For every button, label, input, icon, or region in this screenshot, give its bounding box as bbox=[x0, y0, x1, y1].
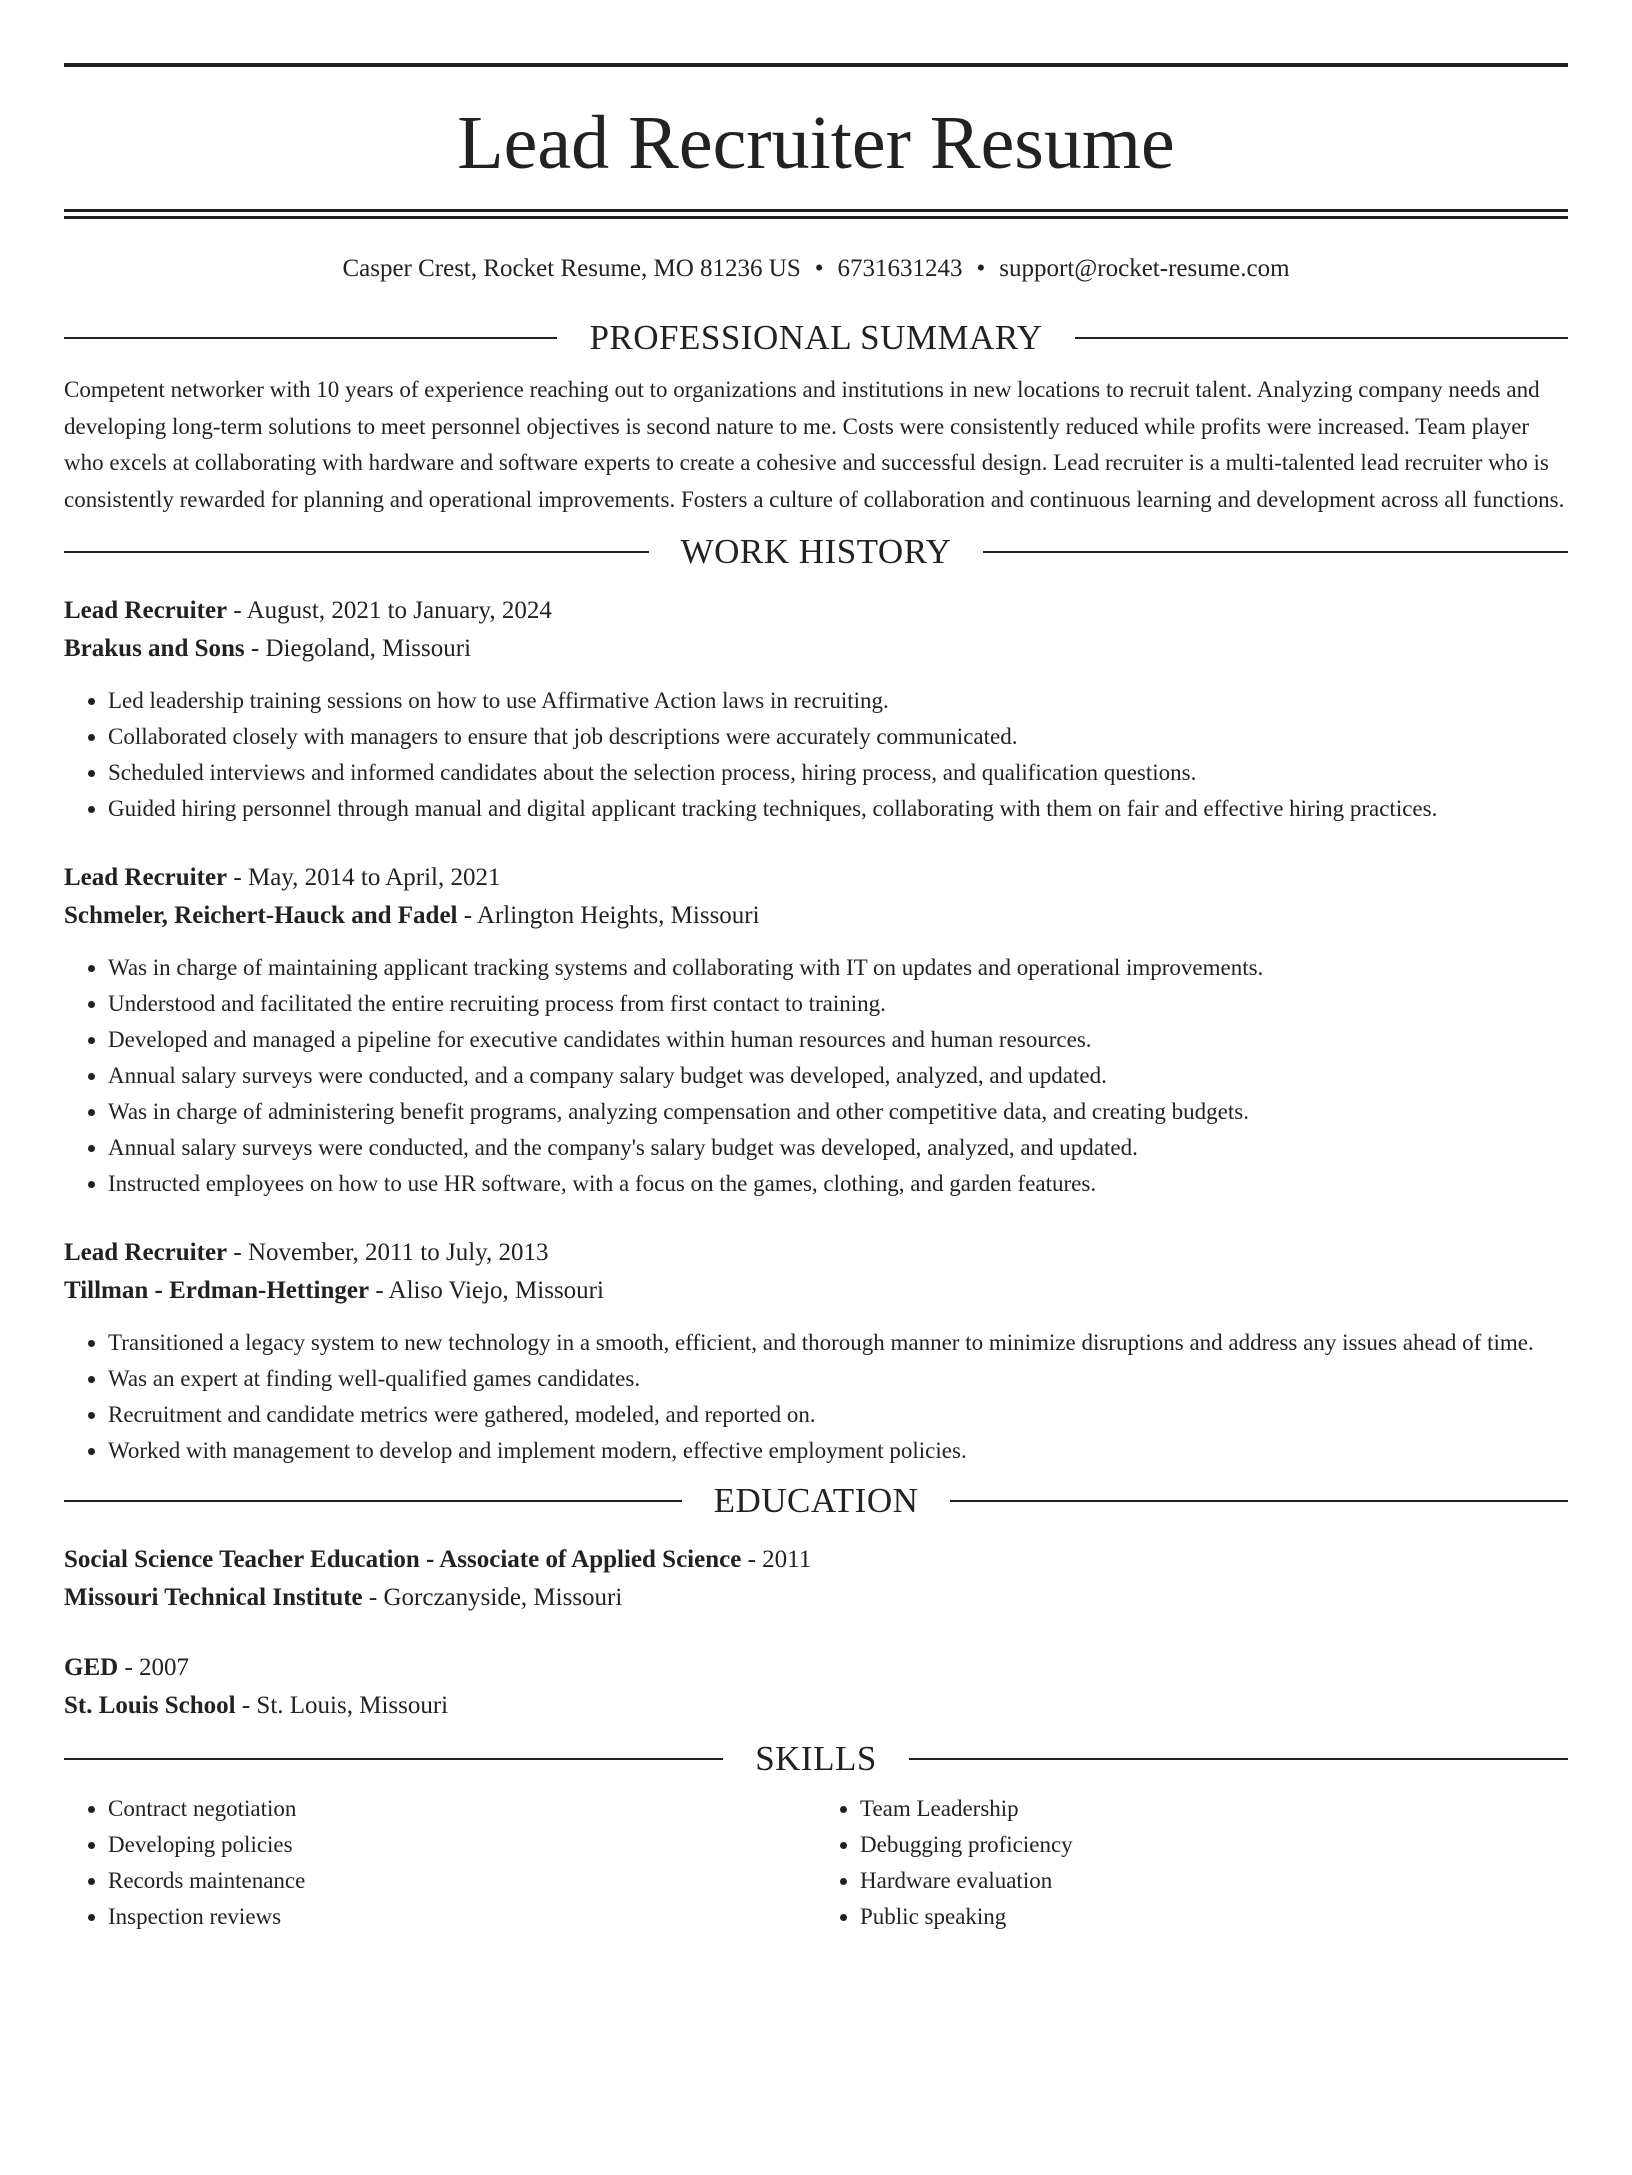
job-dates: - August, 2021 to January, 2024 bbox=[227, 597, 552, 624]
resume-page bbox=[0, 63, 1632, 2175]
job-dates: - November, 2011 to July, 2013 bbox=[227, 1239, 549, 1266]
list-item: • Transitioned a legacy system to new technology in a smooth, efficient, and thorough manner to minimize disruptions and address any issues ahead of time. bbox=[108, 1325, 1568, 1361]
job-location: - Aliso Viejo, Missouri bbox=[369, 1277, 604, 1304]
job-title-line bbox=[64, 592, 1568, 630]
summary-text: Competent networker with 10 years of experience reaching out to organizations and institutions in new locations to recruit talent. Analyzing company needs and developing long-term solutions to meet personnel objectives is second nature to me. Costs were consistently reduced while profits were increased. Team player who excels at collaborating with hardware and software experts to create a cohesive and successful design. Lead recruiter is a multi-talented lead recruiter who is consistently rewarded for planning and operational improvements. Fosters a culture of collaboration and continuous learning and development across all functions. bbox=[64, 377, 1565, 512]
work-history-heading-text: WORK HISTORY bbox=[680, 532, 952, 571]
list-item: • Worked with management to develop and implement modern, effective employment policies. bbox=[108, 1433, 1568, 1469]
resume-title: Lead Recruiter Resume bbox=[457, 101, 1175, 185]
list-item: • Led leadership training sessions on how to use Affirmative Action laws in recruiting. bbox=[108, 683, 1568, 719]
education-location: - Gorczanyside, Missouri bbox=[362, 1584, 623, 1611]
job-title: Lead Recruiter bbox=[64, 1239, 228, 1266]
education-heading bbox=[64, 1481, 1568, 1521]
list-item: • Guided hiring personnel through manual and digital applicant tracking techniques, collaborating with them on fair and effective hiring practices. bbox=[108, 791, 1568, 827]
job-entry bbox=[64, 592, 1568, 827]
education-year: - 2011 bbox=[741, 1546, 812, 1573]
list-item: • Understood and facilitated the entire recruiting process from first contact to training. bbox=[108, 986, 1568, 1022]
job-title-line bbox=[64, 859, 1568, 897]
skills-heading bbox=[64, 1739, 1568, 1779]
skills-list-left bbox=[64, 1791, 816, 1935]
skill-item: • Public speaking bbox=[860, 1899, 1568, 1935]
education-degree-line bbox=[64, 1541, 1568, 1579]
skills-heading-text: SKILLS bbox=[755, 1739, 877, 1778]
job-entry bbox=[64, 1234, 1568, 1469]
skill-item: • Team Leadership bbox=[860, 1791, 1568, 1827]
list-item: • Was an expert at finding well-qualified games candidates. bbox=[108, 1361, 1568, 1397]
education-degree: GED bbox=[64, 1654, 119, 1681]
education-entry bbox=[64, 1649, 1568, 1725]
skill-item: • Contract negotiation bbox=[108, 1791, 816, 1827]
contact-phone: 6731631243 bbox=[837, 255, 963, 282]
job-location: - Diegoland, Missouri bbox=[244, 635, 472, 662]
skills-list-right bbox=[816, 1791, 1568, 1935]
list-item: • Annual salary surveys were conducted, and the company's salary budget was developed, analyzed, and updated. bbox=[108, 1130, 1568, 1166]
job-company: Brakus and Sons bbox=[64, 635, 245, 662]
job-location: - Arlington Heights, Missouri bbox=[457, 902, 760, 929]
list-item: • Scheduled interviews and informed candidates about the selection process, hiring process, and qualification questions. bbox=[108, 755, 1568, 791]
skill-item: • Hardware evaluation bbox=[860, 1863, 1568, 1899]
job-company-line bbox=[64, 897, 1568, 935]
education-school-line bbox=[64, 1687, 1568, 1725]
skill-item: • Developing policies bbox=[108, 1827, 816, 1863]
list-item: • Was in charge of maintaining applicant tracking systems and collaborating with IT on updates and operational improvements. bbox=[108, 950, 1568, 986]
list-item: • Was in charge of administering benefit programs, analyzing compensation and other competitive data, and creating budgets. bbox=[108, 1094, 1568, 1130]
job-company-line bbox=[64, 630, 1568, 668]
education-degree-line bbox=[64, 1649, 1568, 1687]
summary-heading-text: PROFESSIONAL SUMMARY bbox=[589, 318, 1043, 357]
job-company-line bbox=[64, 1272, 1568, 1310]
job-bullets bbox=[64, 950, 1568, 1202]
education-heading-text: EDUCATION bbox=[713, 1481, 919, 1520]
job-title: Lead Recruiter bbox=[64, 597, 228, 624]
education-entry bbox=[64, 1541, 1568, 1617]
contact-address: Casper Crest, Rocket Resume, MO 81236 US bbox=[342, 255, 801, 282]
job-company: Schmeler, Reichert-Hauck and Fadel bbox=[64, 902, 458, 929]
job-bullets bbox=[64, 1325, 1568, 1469]
job-dates: - May, 2014 to April, 2021 bbox=[227, 864, 501, 891]
skill-item: • Records maintenance bbox=[108, 1863, 816, 1899]
work-history-heading bbox=[64, 532, 1568, 572]
skill-item: • Inspection reviews bbox=[108, 1899, 816, 1935]
title-double-rule bbox=[64, 209, 1568, 219]
job-title-line bbox=[64, 1234, 1568, 1272]
list-item: • Instructed employees on how to use HR software, with a focus on the games, clothing, and garden features. bbox=[108, 1166, 1568, 1202]
education-degree: Social Science Teacher Education - Associate of Applied Science bbox=[64, 1546, 742, 1573]
education-location: - St. Louis, Missouri bbox=[235, 1692, 449, 1719]
list-item: • Developed and managed a pipeline for executive candidates within human resources and human resources. bbox=[108, 1022, 1568, 1058]
skills-columns bbox=[64, 1791, 1568, 1935]
education-year: - 2007 bbox=[118, 1654, 190, 1681]
contact-line bbox=[64, 254, 1568, 284]
contact-separator: • bbox=[814, 255, 824, 282]
skill-item: • Debugging proficiency bbox=[860, 1827, 1568, 1863]
top-rule bbox=[64, 63, 1568, 67]
education-school: Missouri Technical Institute bbox=[64, 1584, 363, 1611]
job-entry bbox=[64, 859, 1568, 1202]
job-bullets bbox=[64, 683, 1568, 827]
list-item: • Annual salary surveys were conducted, and a company salary budget was developed, analyzed, and updated. bbox=[108, 1058, 1568, 1094]
education-school-line bbox=[64, 1579, 1568, 1617]
list-item: • Collaborated closely with managers to ensure that job descriptions were accurately communicated. bbox=[108, 719, 1568, 755]
job-company: Tillman - Erdman-Hettinger bbox=[64, 1277, 370, 1304]
list-item: • Recruitment and candidate metrics were gathered, modeled, and reported on. bbox=[108, 1397, 1568, 1433]
summary-heading bbox=[64, 318, 1568, 358]
contact-email: support@rocket-resume.com bbox=[999, 255, 1290, 282]
contact-separator: • bbox=[976, 255, 986, 282]
education-school: St. Louis School bbox=[64, 1692, 236, 1719]
job-title: Lead Recruiter bbox=[64, 864, 228, 891]
